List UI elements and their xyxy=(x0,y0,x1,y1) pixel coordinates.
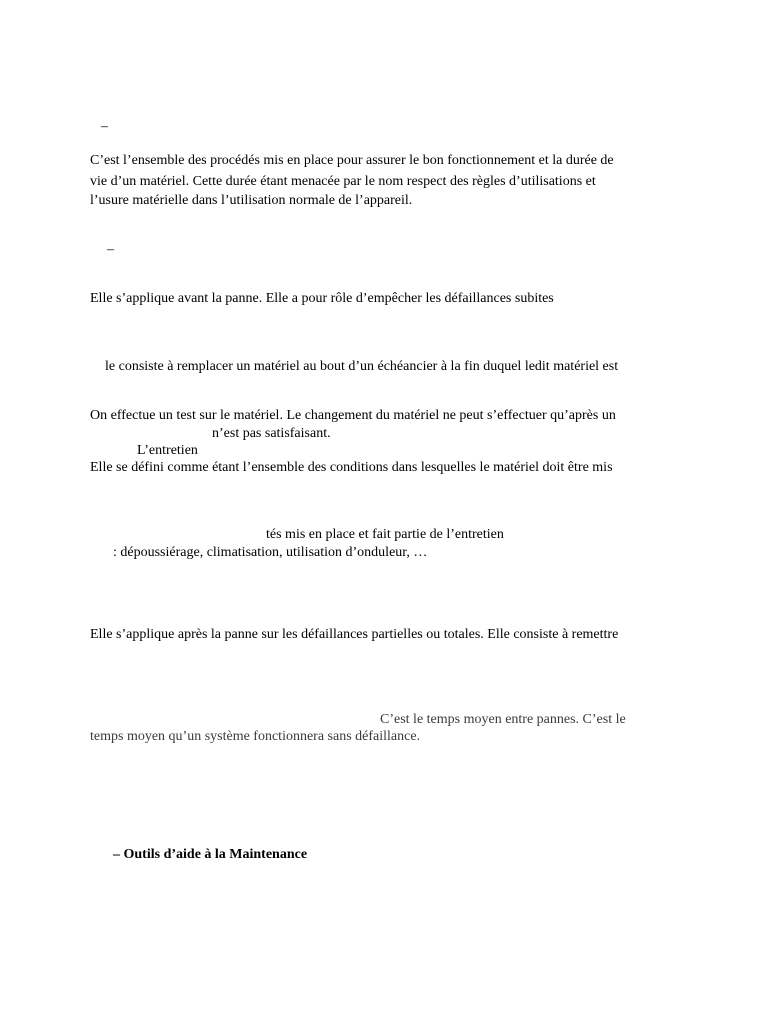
paragraph-5-line-2: : dépoussiérage, climatisation, utilisation d’onduleur, … xyxy=(113,545,428,560)
paragraph-7-line-1: C’est le temps moyen entre pannes. C’est le xyxy=(380,712,626,727)
section-heading-maintenance-tools: – Outils d’aide à la Maintenance xyxy=(113,847,308,862)
paragraph-2: Elle s’applique avant la panne. Elle a pour rôle d’empêcher les défaillances subites xyxy=(90,291,554,306)
paragraph-1-line-1: C’est l’ensemble des procédés mis en place pour assurer le bon fonctionnement et la durée de xyxy=(90,153,614,168)
paragraph-4-line-2: n’est pas satisfaisant. xyxy=(212,426,331,441)
paragraph-7-line-2: temps moyen qu’un système fonctionnera sans défaillance. xyxy=(90,729,421,744)
paragraph-1-line-2: vie d’un matériel. Cette durée étant menacée par le nom respect des règles d’utilisations et xyxy=(90,174,596,189)
paragraph-4-line-3: L’entretien xyxy=(137,443,198,458)
paragraph-3: le consiste à remplacer un matériel au bout d’un échéancier à la fin duquel ledit matériel est xyxy=(105,359,619,374)
paragraph-4-line-4: Elle se défini comme étant l’ensemble des conditions dans lesquelles le matériel doit être mis xyxy=(90,460,613,475)
paragraph-4-line-1: On effectue un test sur le matériel. Le changement du matériel ne peut s’effectuer qu’après un xyxy=(90,408,616,423)
paragraph-6: Elle s’applique après la panne sur les défaillances partielles ou totales. Elle consiste à remettre xyxy=(90,627,619,642)
paragraph-1-line-3: l’usure matérielle dans l’utilisation normale de l’appareil. xyxy=(90,193,413,208)
paragraph-5-line-1: tés mis en place et fait partie de l’entretien xyxy=(266,527,504,542)
section-dash-2: – xyxy=(107,242,114,257)
section-dash-1: – xyxy=(101,119,108,134)
